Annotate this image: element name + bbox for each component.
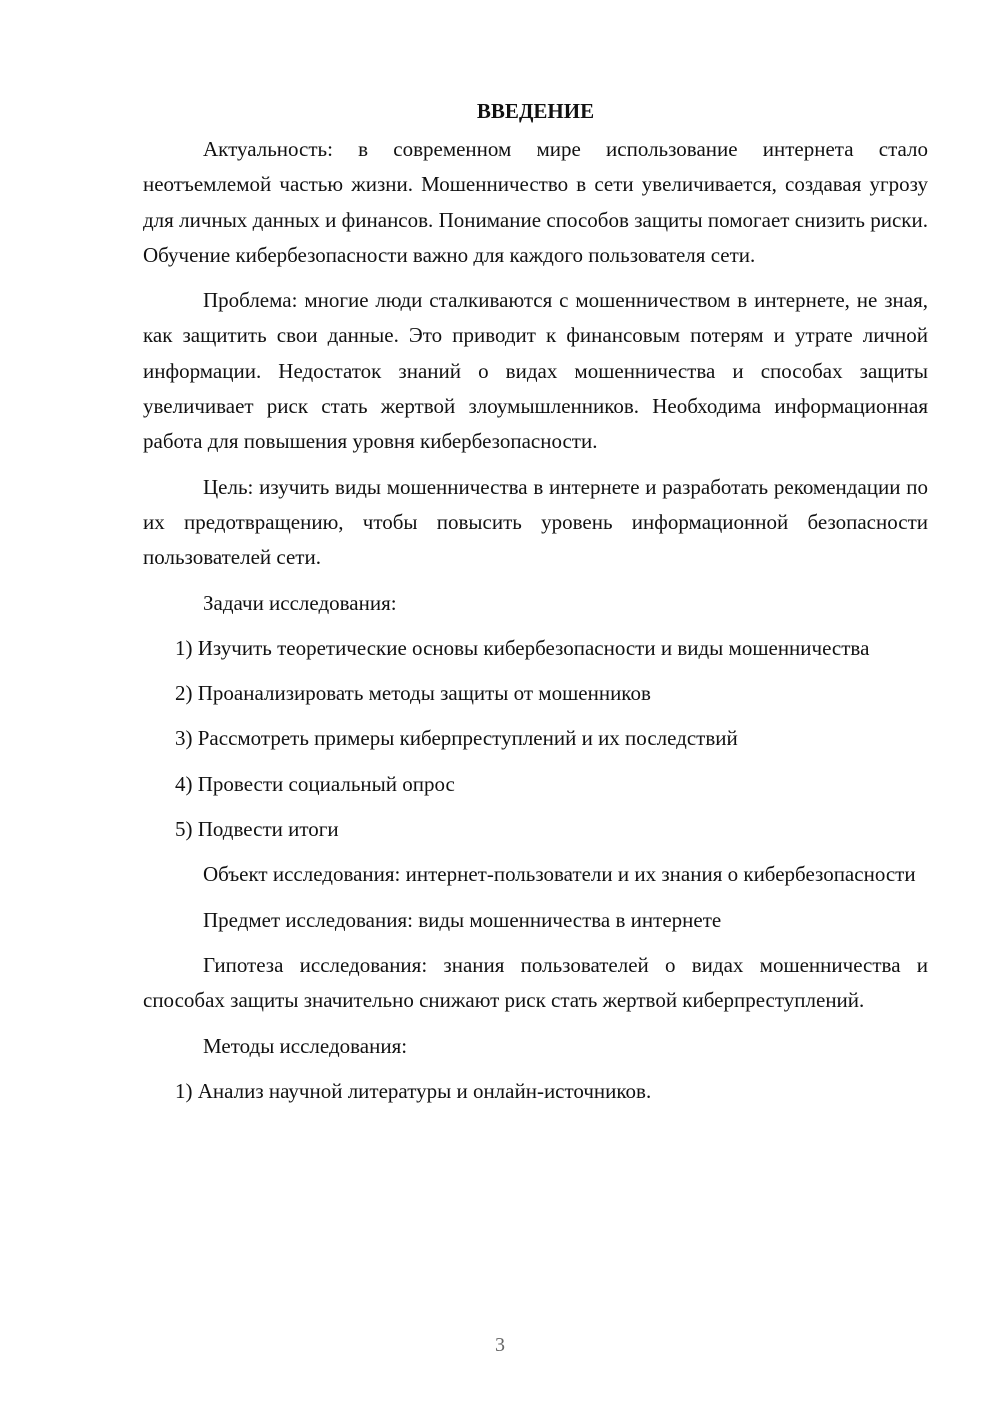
task-item: 5) Подвести итоги <box>175 817 339 842</box>
method-item: 1) Анализ научной литературы и онлайн-источников. <box>175 1078 652 1103</box>
relevance-paragraph: Актуальность: в современном мире использование интернета стало неотъемлемой частью жизни. Мошенничество в сети увеличивается, создавая угрозу для личных данных и финансов. Понимание способов защиты помогает снизить риски. Обучение кибербезопасности важно для каждого пользователя сети. <box>143 137 928 267</box>
tasks-heading: Задачи исследования: <box>203 590 397 615</box>
page-number: 3 <box>495 1334 505 1356</box>
page-title: ВВЕДЕНИЕ <box>476 99 595 123</box>
methods-heading: Методы исследования: <box>203 1033 408 1058</box>
task-item: 1) Изучить теоретические основы кибербезопасности и виды мошенничества <box>175 635 870 660</box>
problem-paragraph: Проблема: многие люди сталкиваются с мошенничеством в интернете, не зная, как защитить свои данные. Это приводит к финансовым потерям и утрате личной информации. Недостаток знаний о видах мошенничества и способах защиты увеличивает риск стать жертвой злоумышленников. Необходима информационная работа для повышения уровня кибербезопасности. <box>143 288 928 454</box>
subject-paragraph: Предмет исследования: виды мошенничества в интернете <box>203 907 722 932</box>
goal-paragraph: Цель: изучить виды мошенничества в интернете и разработать рекомендации по их предотвращению, чтобы повысить уровень информационной безопасности пользователей сети. <box>143 474 928 570</box>
task-item: 3) Рассмотреть примеры киберпреступлений и их последствий <box>175 726 738 751</box>
hypothesis-paragraph: Гипотеза исследования: знания пользователей о видах мошенничества и способах защиты значительно снижают риск стать жертвой киберпреступлений. <box>143 952 928 1013</box>
object-paragraph: Объект исследования: интернет-пользователи и их знания о кибербезопасности <box>203 862 916 887</box>
task-item: 4) Провести социальный опрос <box>175 771 455 796</box>
task-item: 2) Проанализировать методы защиты от мошенников <box>175 681 651 706</box>
